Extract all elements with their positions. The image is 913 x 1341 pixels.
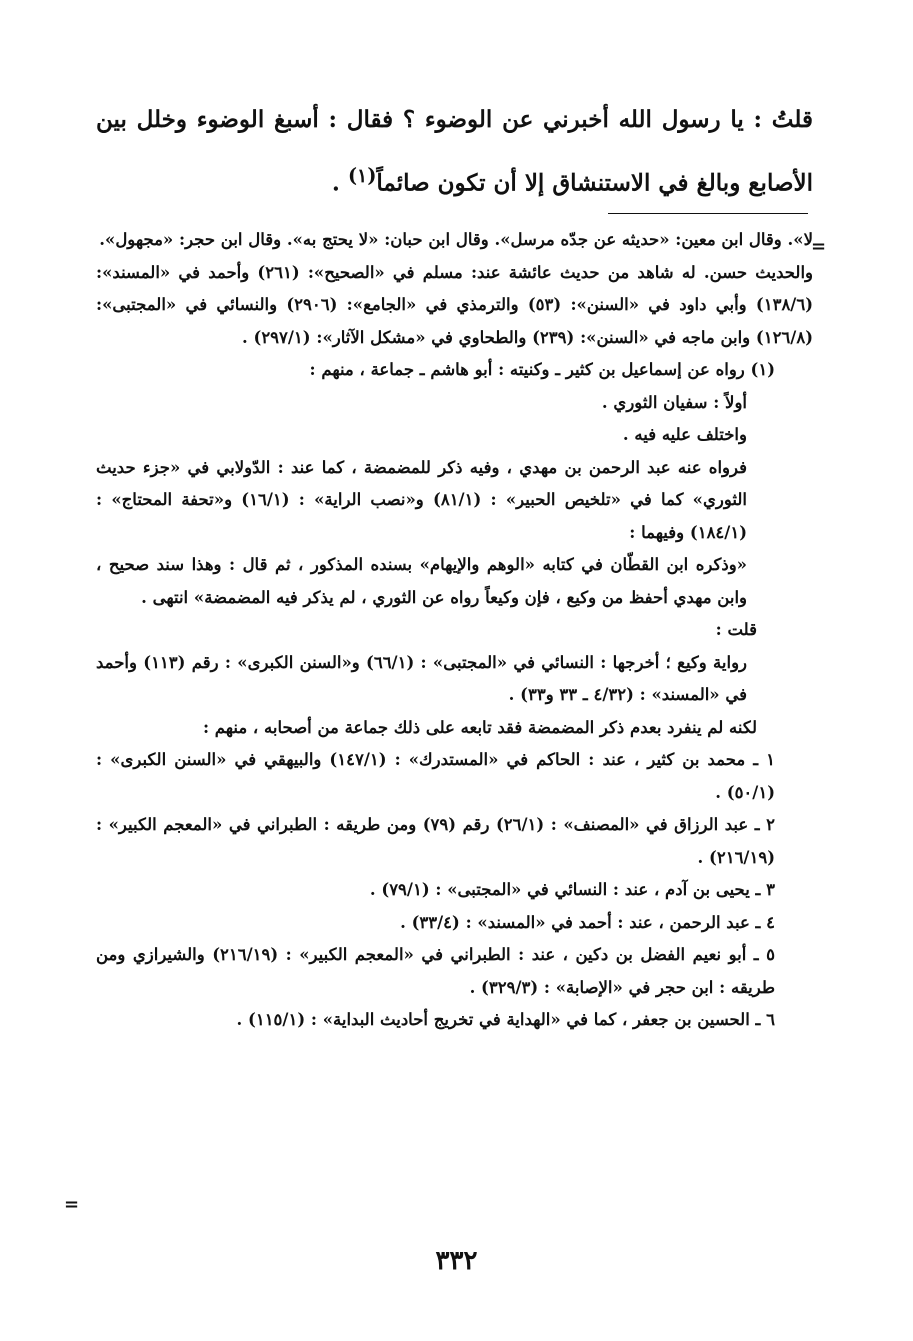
- main-text: [96, 92, 813, 212]
- footnote-list-item: ٥ ـ أبو نعيم الفضل بن دكين ، عند : الطبراني في «المعجم الكبير» : (٢١٦/١٩) والشيرازي ومن طريقه : ابن حجر في «الإصابة» : (٣٢٩/٣) .: [96, 945, 775, 997]
- footnote-list-item: ١ ـ محمد بن كثير ، عند : الحاكم في «المستدرك» : (١٤٧/١) والبيهقي في «السنن الكبرى» : (٥٠/١) .: [96, 750, 775, 802]
- footnote-list-item: ٢ ـ عبد الرزاق في «المصنف» : (٢٦/١) رقم (٧٩) ومن طريقه : الطبراني في «المعجم الكبير» : (٢١٦/١٩) .: [96, 815, 775, 867]
- continuation-mark-top: =: [811, 236, 827, 257]
- footnote-prev-hadith: والحديث حسن. له شاهد من حديث عائشة عند: مسلم في «الصحيح»: (٢٦١) وأحمد في «المسند»: (١٣٨/٦) وأبي داود في «السنن»: (٥٣) والترمذي في «الجامع»: (٢٩٠٦) والنسائي في «المجتبى»: (١٢٦/٨) وابن ماجه في «السنن»: (٢٣٩) والطحاوي في «مشكل الآثار»: (٢٩٧/١) .: [96, 262, 814, 347]
- footnote-1-paragraph-1: فرواه عنه عبد الرحمن بن مهدي ، وفيه ذكر للمضمضة ، كما عند : الدّولابي في «جزء حديث الثوري» كما في «تلخيص الحبير» : (٨١/١) و«نصب الراية» : (١٦/١) و«تحفة المحتاج» : (١٨٤/١) وفيهما :: [96, 457, 747, 542]
- continuation-mark-bottom: =: [64, 1194, 80, 1215]
- footnote-1-diff: واختلف عليه فيه .: [622, 425, 747, 444]
- main-paragraph: [96, 92, 813, 212]
- footnotes: [96, 224, 813, 1037]
- main-paragraph-text: قلتُ : يا رسول الله أخبرني عن الوضوء ؟ فقال : أسبغ الوضوء وخلل بين الأصابع وبالغ في الاستنشاق إلا أن تكون صائماً: [96, 106, 813, 197]
- footnote-1-intro: (١) رواه عن إسماعيل بن كثير ـ وكنيته : أبو هاشم ـ جماعة ، منهم :: [309, 360, 775, 379]
- footnote-prev-continued: لا». وقال ابن معين: «حديثه عن جدّه مرسل». وقال ابن حبان: «لا يحتج به». وقال ابن حجر: «مجهول».: [99, 230, 813, 249]
- footnote-list-item: ٦ ـ الحسين بن جعفر ، كما في «الهداية في تخريج أحاديث البداية» : (١١٥/١) .: [236, 1010, 775, 1029]
- main-paragraph-end: .: [331, 169, 348, 197]
- footnote-list-item: ٣ ـ يحيى بن آدم ، عند : النسائي في «المجتبى» : (٧٩/١) .: [369, 880, 775, 899]
- footnote-divider: [608, 213, 808, 214]
- footnote-1-first: أولاً : سفيان الثوري .: [601, 392, 747, 412]
- footnote-list-item: ٤ ـ عبد الرحمن ، عند : أحمد في «المسند» : (٣٣/٤) .: [400, 912, 775, 932]
- page-number: ٣٣٢: [435, 1246, 478, 1276]
- footnote-1-paragraph-2: «وذكره ابن القطّان في كتابه «الوهم والإيهام» بسنده المذكور ، ثم قال : وهذا سند صحيح ، وابن مهدي أحفظ من وكيع ، فإن وكيعاً رواه عن الثوري ، لم يذكر فيه المضمضة» انتهى .: [96, 555, 747, 607]
- footnote-1-qult: قلت :: [715, 620, 757, 639]
- footnote-reference: (١): [347, 164, 377, 187]
- footnote-1-paragraph-3: رواية وكيع ؛ أخرجها : النسائي في «المجتبى» : (٦٦/١) و«السنن الكبرى» : رقم (١١٣) وأحمد في «المسند» : (٤/٣٢ ـ ٣٣ و٣٣) .: [96, 652, 748, 704]
- footnote-1-paragraph-4: لكنه لم ينفرد بعدم ذكر المضمضة فقد تابعه على ذلك جماعة من أصحابه ، منهم :: [202, 717, 757, 737]
